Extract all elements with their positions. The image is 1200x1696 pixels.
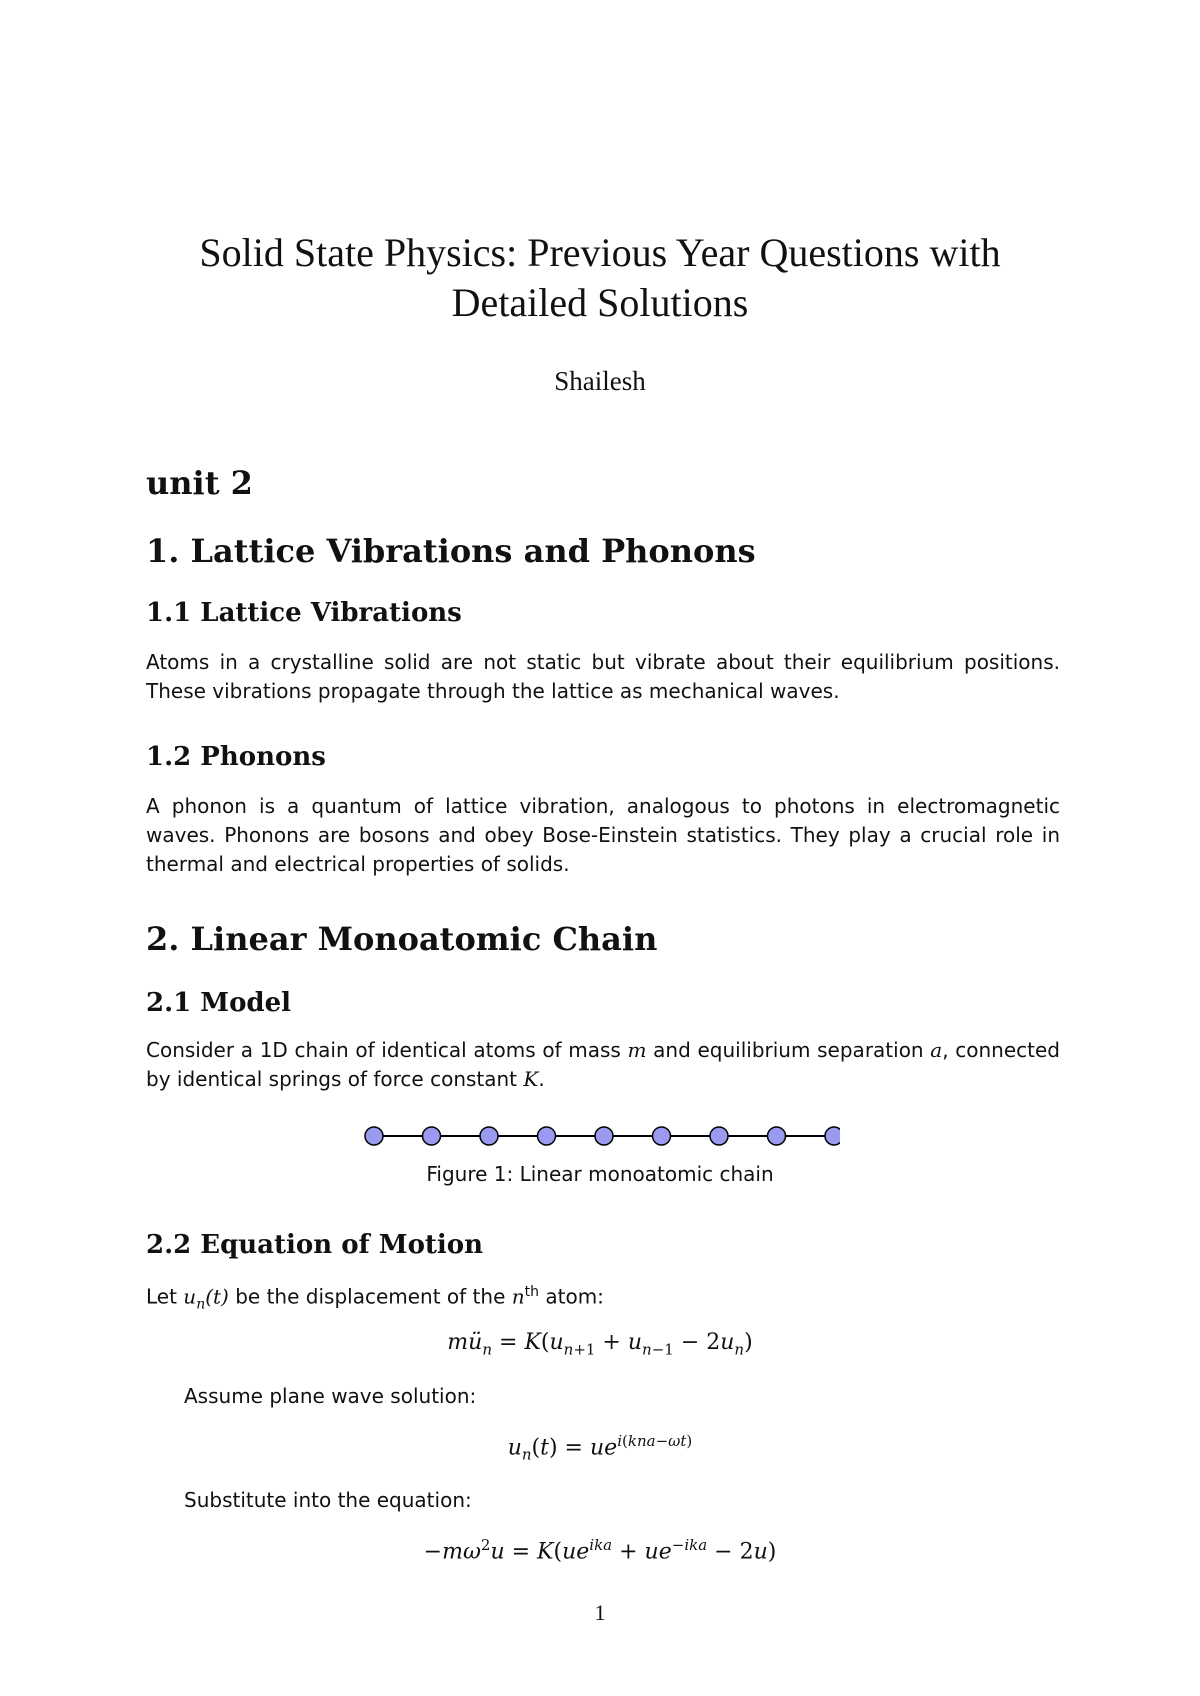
chain-atom	[538, 1127, 556, 1145]
section-2-2-heading: 2.2 Equation of Motion	[146, 1230, 484, 1260]
section-2-1-text: Consider a 1D chain of identical atoms of mass m and equilibrium separation a, connected by identical springs of force constant K.	[146, 1038, 1060, 1091]
chain-atom	[710, 1127, 728, 1145]
section-1-1-text: Atoms in a crystalline solid are not static but vibrate about their equilibrium positions. These vibrations propagate through the lattice as mechanical waves.	[146, 650, 1060, 703]
unit-heading: unit 2	[146, 464, 253, 502]
substituted-equation: $-m\omega^2u = K(ue^{ika} + ue^{-ika} - 2u)$	[423, 1536, 777, 1565]
chain-atom	[595, 1127, 613, 1145]
chain-atom	[768, 1127, 786, 1145]
plane-wave-equation: $u_n(t) = ue^{i(kna-\omega t)}$	[507, 1432, 693, 1464]
author: Shailesh	[554, 366, 646, 396]
section-1-1-heading: 1.1 Lattice Vibrations	[146, 598, 462, 628]
section-1-heading: 1. Lattice Vibrations and Phonons	[146, 532, 756, 570]
chain-atom	[653, 1127, 671, 1145]
assume-text: Assume plane wave solution:	[184, 1384, 477, 1408]
section-2-1-heading: 2.1 Model	[146, 988, 292, 1018]
section-1-2-text: A phonon is a quantum of lattice vibration, analogous to photons in electromagnetic waves. Phonons are bosons and obey Bose-Einstein statistics. They play a crucial role in thermal and electrical properties of solids.	[146, 794, 1060, 876]
chain-atom	[365, 1127, 383, 1145]
section-2-heading: 2. Linear Monoatomic Chain	[146, 920, 658, 958]
chain-atom	[480, 1127, 498, 1145]
document-title	[100, 228, 1100, 328]
chain-atom	[825, 1127, 840, 1145]
equation-of-motion: $mü_n = K(u_{n+1} + u_{n-1} - 2u_n)$	[447, 1330, 753, 1359]
title-line-2: Detailed Solutions	[451, 280, 749, 325]
substitute-text: Substitute into the equation:	[184, 1488, 472, 1512]
figure-1-caption: Figure 1: Linear monoatomic chain	[426, 1162, 774, 1186]
title-line-1: Solid State Physics: Previous Year Questions with	[199, 230, 1001, 275]
chain-atom	[423, 1127, 441, 1145]
section-1-2-heading: 1.2 Phonons	[146, 742, 326, 772]
page-number: 1	[594, 1600, 606, 1625]
monoatomic-chain-figure	[360, 1118, 840, 1154]
let-displacement-text: Let $u_n(t)$ be the displacement of the $n^{th}$ atom:	[146, 1284, 604, 1313]
